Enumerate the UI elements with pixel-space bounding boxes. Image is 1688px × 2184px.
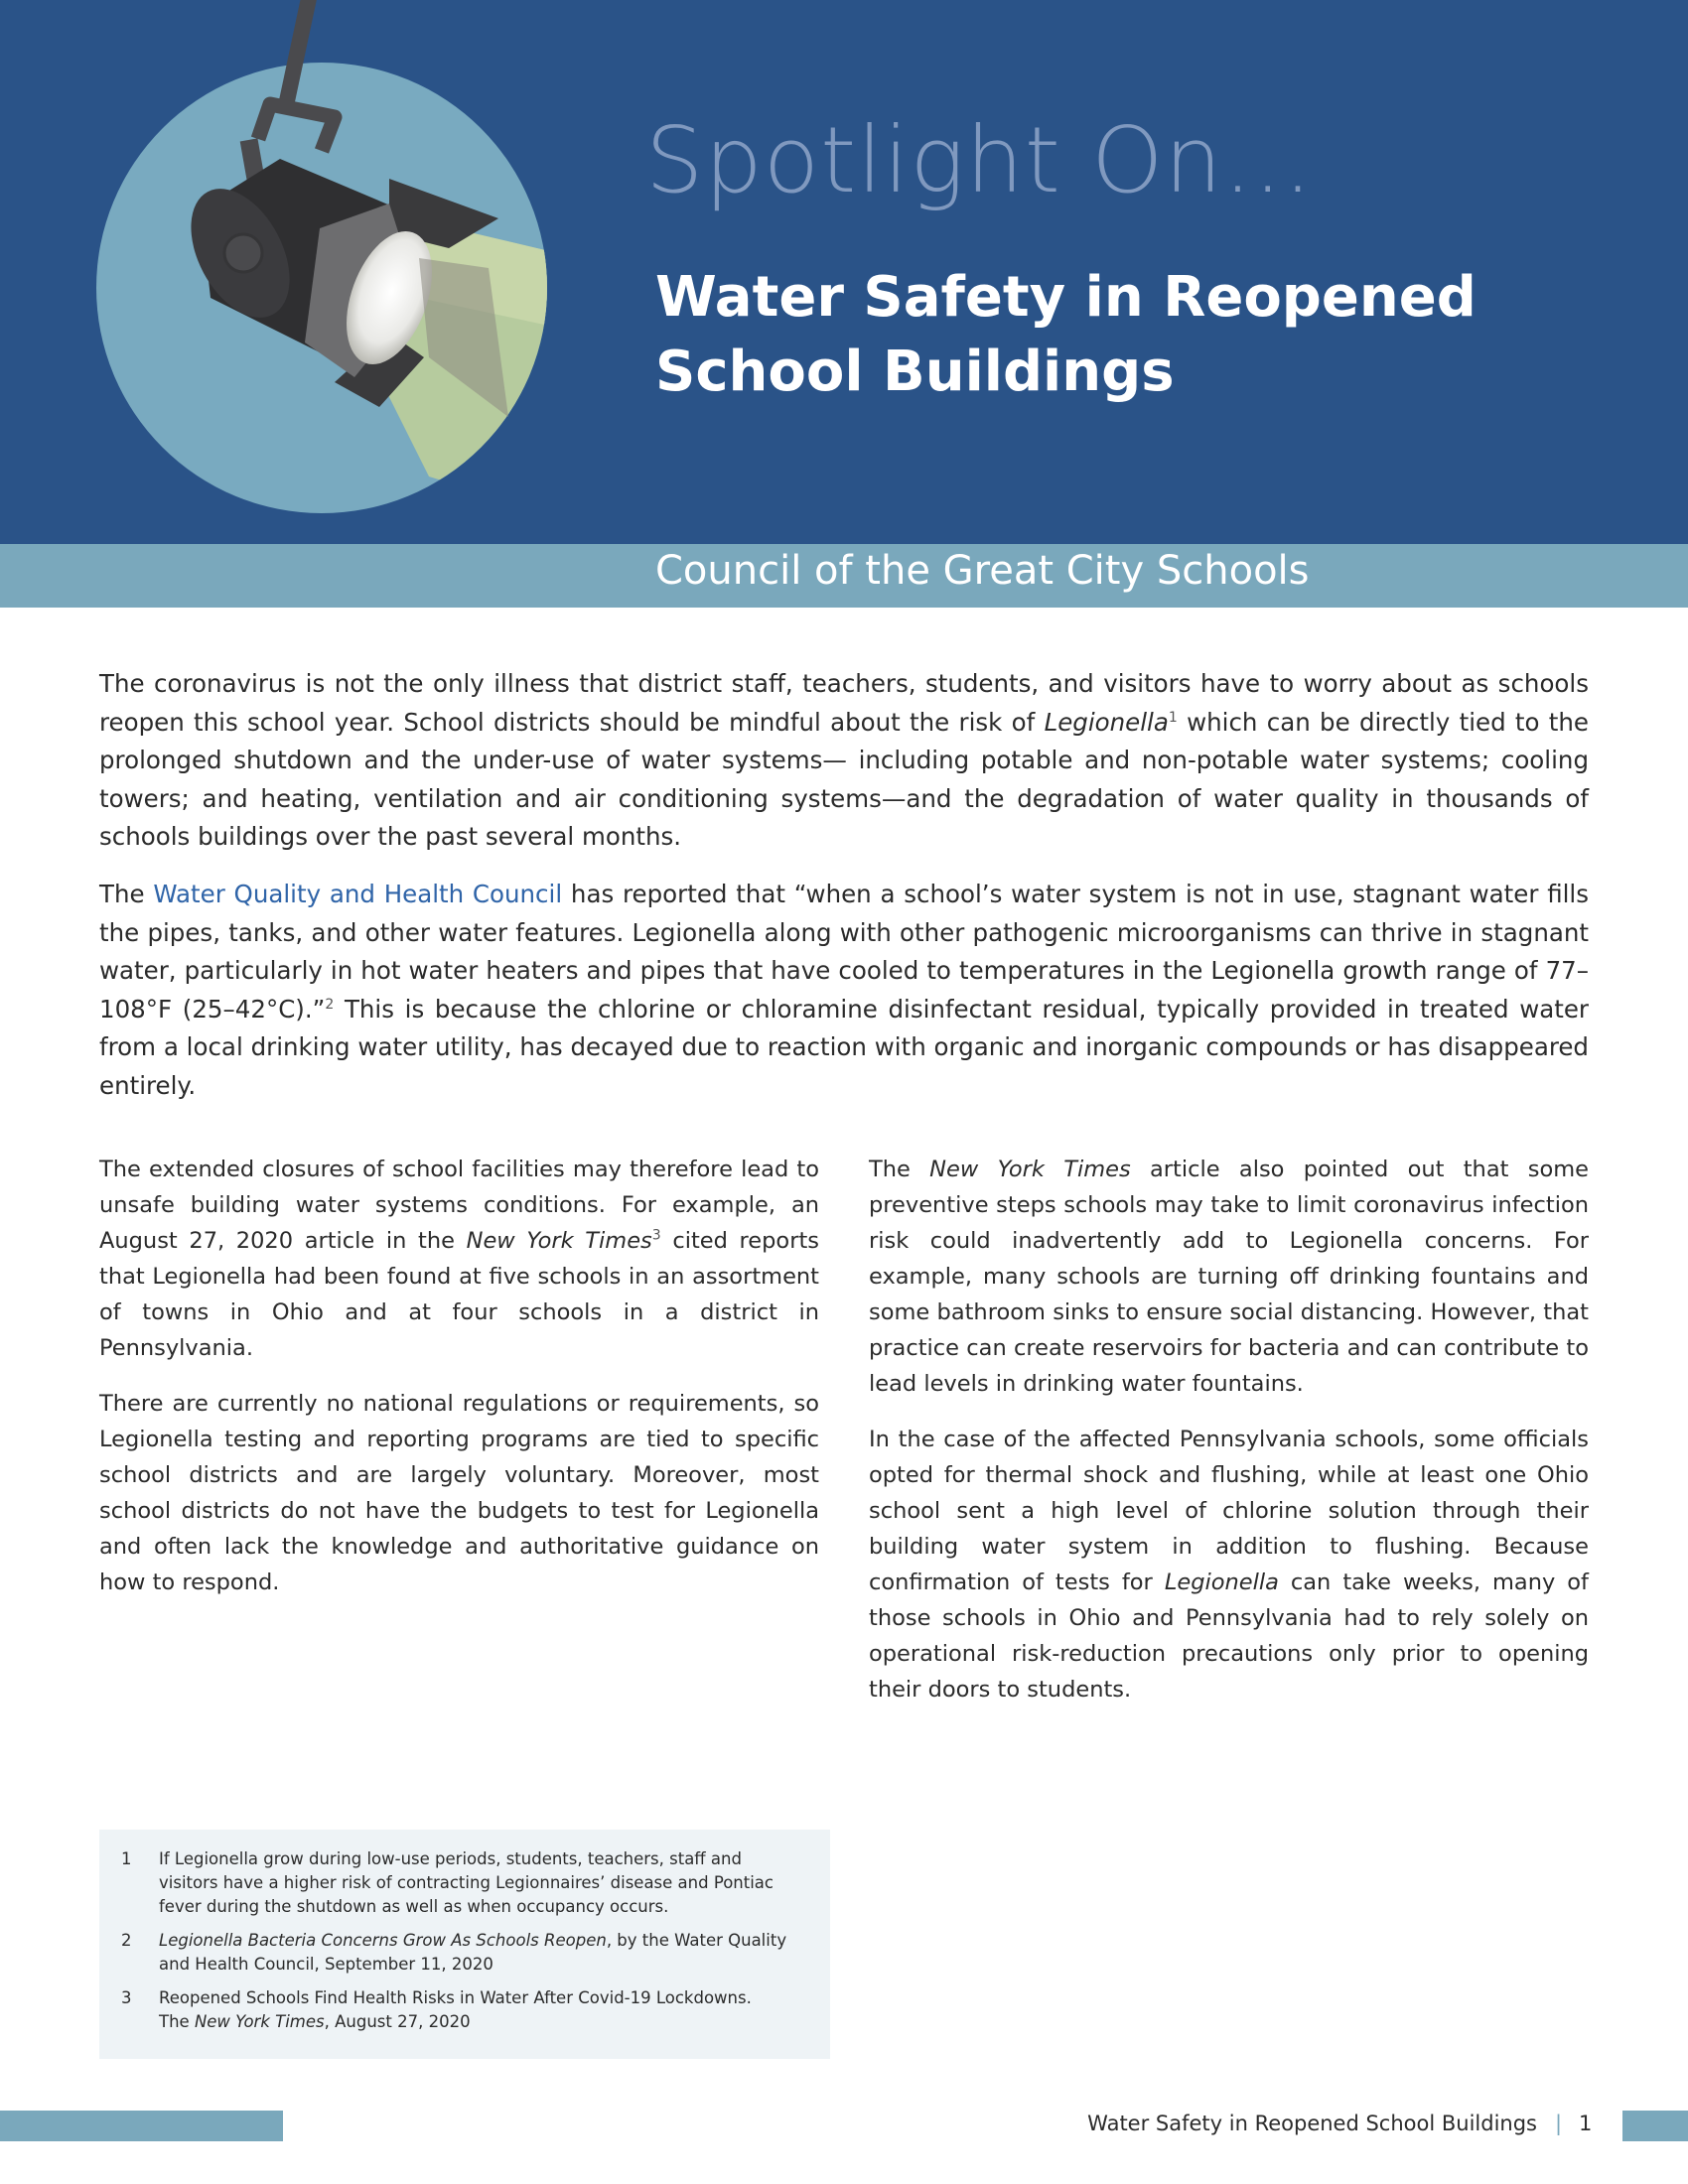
organization-name: Council of the Great City Schools [655, 548, 1310, 594]
nyt-term: New York Times [466, 1228, 652, 1254]
intro-paragraph-2: The Water Quality and Health Council has reported that “when a school’s water system is not in use, stagnant water fills the pipes, tanks, and other water features. Legionella along with other pathogenic microorganisms can thrive in stagnant water, particularly in hot water heaters and pipes that have cooled to temperatures in the Legionella growth range of 77–108°F (25–42°C).”$^2$ This is because the chlorine or chloramine disinfectant residual, typically provided in treated water from a local drinking water utility, has decayed due to reaction with organic and inorganic compounds or has disappeared entirely. [99, 879, 1590, 1100]
nyt-term: New York Times [929, 1157, 1131, 1182]
right-paragraph-1: The New York Times article also pointed out that some preventive steps schools may take to limit coronavirus infection risk could inadvertently add to Legionella concerns. For example, many schools are turning off drinking fountains and some bathroom sinks to ensure social distancing. However, that practice can create reservoirs for bacteria and can contribute to lead levels in drinking water fountains. [869, 1157, 1589, 1397]
footnote-text: Reopened Schools Find Health Risks in Water After Covid-19 Lockdowns. The New York Times, August 27, 2020 [159, 1988, 752, 2031]
right-paragraph-2: In the case of the affected Pennsylvania schools, some officials opted for thermal shock and flushing, while at least one Ohio school sent a high level of chlorine solution through their building water system in addition to flushing. Because confirmation of tests for Legionella can take weeks, many of those schools in Ohio and Pennsylvania had to rely solely on operational risk-reduction precautions only prior to opening their doors to students. [869, 1427, 1589, 1703]
left-paragraph-1: The extended closures of school facilities may therefore lead to unsafe building water systems conditions. For example, an August 27, 2020 article in the New York Times$^3$ cited reports that Legionella had been found at five schools in an assortment of towns in Ohio and at four schools in a district in Pennsylvania. [99, 1157, 819, 1361]
spotlight-icon [91, 0, 548, 516]
kicker-heading: Spotlight On... [645, 107, 1314, 213]
footnote-number: 3 [121, 1988, 132, 2007]
page-title [655, 260, 1609, 409]
legionella-term: Legionella [1044, 707, 1169, 737]
footer-separator: | [1555, 2112, 1563, 2135]
footnote-number: 2 [121, 1931, 132, 1950]
footer-title: Water Safety in Reopened School Buildings [1087, 2112, 1537, 2135]
footer-accent-bar-left [0, 2111, 283, 2141]
footnote-ref-2[interactable]: 2 [325, 996, 335, 1013]
intro-paragraph-1: The coronavirus is not the only illness that district staff, teachers, students, and visitors have to worry about as schools reopen this school year. School districts should be mindful about the risk of Legionella$^1$ which can be directly tied to the prolonged shutdown and the under-use of water systems— including potable and non-potable water systems; cooling towers; and heating, ventilation and air conditioning systems—and the degradation of water quality in thousands of schools buildings over the past several months. [99, 669, 1589, 852]
page-number: 1 [1579, 2112, 1593, 2135]
title-line-1: Water Safety in Reopened [655, 265, 1477, 330]
footnote-ref-3[interactable]: 3 [651, 1227, 661, 1244]
footnote-text: If Legionella grow during low-use periods, students, teachers, staff and visitors have a higher risk of contracting Legionnaires’ disease and Pontiac fever during the shutdown as well as when occupancy occurs. [159, 1849, 774, 1916]
footnotes-box [99, 1830, 830, 2059]
legionella-term: Legionella [1164, 1570, 1279, 1595]
footer-accent-bar-right [1622, 2111, 1688, 2141]
footnote-text: Legionella Bacteria Concerns Grow As Schools Reopen, by the Water Quality and Health Council, September 11, 2020 [159, 1931, 787, 1974]
title-line-2: School Buildings [655, 340, 1175, 404]
left-column [99, 1152, 819, 1620]
footnote-ref-1[interactable]: 1 [1168, 709, 1178, 726]
left-paragraph-2: There are currently no national regulations or requirements, so Legionella testing and reporting programs are tied to specific school districts and are largely voluntary. Moreover, most school districts do not have the budgets to test for Legionella and often lack the knowledge and authoritative guidance on how to respond. [99, 1391, 819, 1595]
intro-section [99, 665, 1589, 1125]
right-column [869, 1152, 1589, 1727]
water-quality-council-link[interactable]: Water Quality and Health Council [153, 879, 563, 908]
footnote-number: 1 [121, 1849, 132, 1868]
